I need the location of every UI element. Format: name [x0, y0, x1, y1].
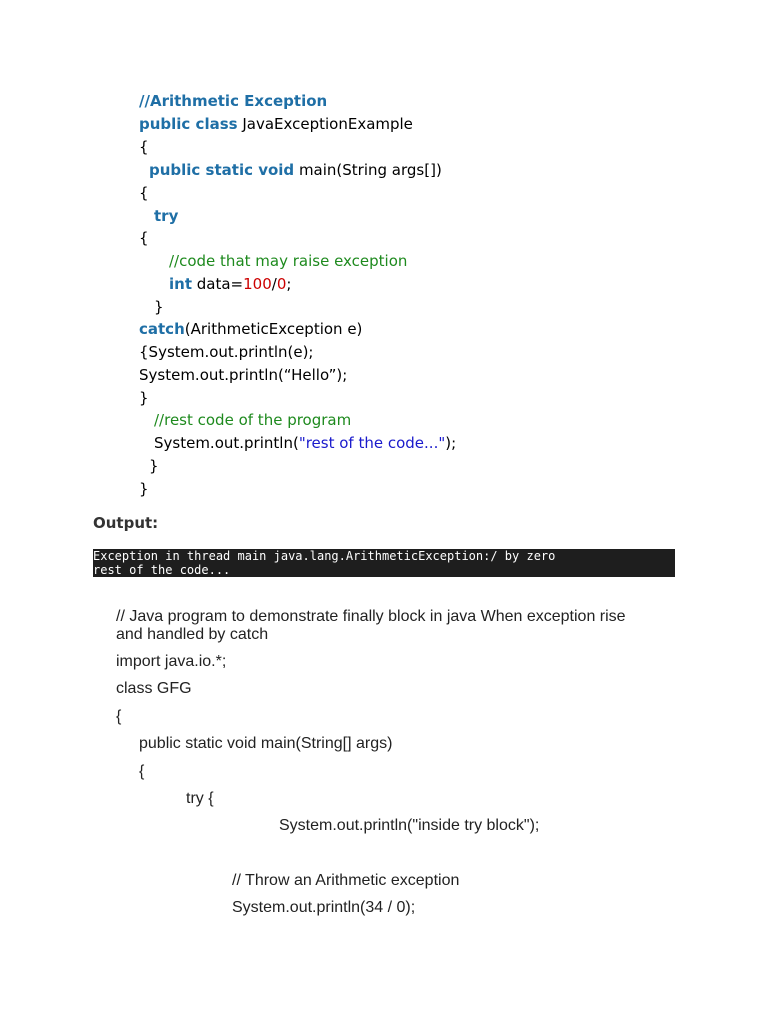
console-output	[93, 549, 675, 577]
console-line: Exception in thread main java.lang.ArithmeticException:/ by zero	[93, 549, 556, 563]
number-literal: 0	[276, 275, 287, 293]
code-text: /	[271, 275, 277, 293]
code-line: {	[139, 138, 149, 156]
output-heading: Output:	[93, 514, 159, 532]
code-brace: {	[116, 708, 122, 725]
println-line: System.out.println(34 / 0);	[232, 899, 416, 916]
code-comment: //rest code of the program	[154, 411, 352, 429]
code-line	[169, 275, 291, 293]
keyword-public-class: public class	[139, 115, 238, 133]
code-line	[154, 434, 456, 452]
code-comment-line: // Java program to demonstrate finally block in java When exception rise	[116, 608, 626, 625]
code-comment-line: and handled by catch	[116, 626, 269, 643]
keyword-int: int	[169, 275, 192, 293]
code-text: (ArithmeticException e)	[184, 320, 363, 338]
code-line: }	[139, 389, 149, 407]
code-text: System.out.println(	[154, 434, 299, 452]
code-text: ;	[286, 275, 292, 293]
number-literal: 100	[243, 275, 272, 293]
code-line	[154, 411, 351, 429]
code-line: }	[139, 480, 149, 498]
code-text: );	[445, 434, 457, 452]
code-line: {	[139, 229, 149, 247]
class-name: JavaExceptionExample	[237, 115, 413, 133]
main-line: public static void main(String[] args)	[139, 735, 393, 752]
code-line	[149, 161, 442, 179]
import-line: import java.io.*;	[116, 653, 227, 670]
code-line	[139, 320, 362, 338]
println-line: System.out.println("inside try block");	[279, 817, 540, 834]
code-comment-line: // Throw an Arithmetic exception	[232, 872, 460, 889]
code-line: }	[149, 457, 159, 475]
code-line: {	[139, 184, 149, 202]
main-signature: main(String args[])	[294, 161, 442, 179]
keyword-catch: catch	[139, 320, 185, 338]
code-comment: //code that may raise exception	[169, 252, 408, 270]
code-line	[139, 92, 327, 110]
try-line: try {	[186, 790, 214, 807]
console-line: rest of the code...	[93, 563, 231, 577]
code-text: data=	[192, 275, 244, 293]
code-line	[154, 207, 178, 225]
keyword-public-static-void: public static void	[149, 161, 295, 179]
code-brace: {	[139, 763, 145, 780]
code-line: {System.out.println(e);	[139, 343, 314, 361]
code-line: System.out.println(“Hello”);	[139, 366, 348, 384]
code-comment-title: //Arithmetic Exception	[139, 92, 328, 110]
code-line	[139, 115, 413, 133]
keyword-try: try	[154, 207, 179, 225]
code-line	[169, 252, 407, 270]
code-line: }	[154, 298, 164, 316]
class-line: class GFG	[116, 680, 192, 697]
string-literal: "rest of the code..."	[298, 434, 446, 452]
